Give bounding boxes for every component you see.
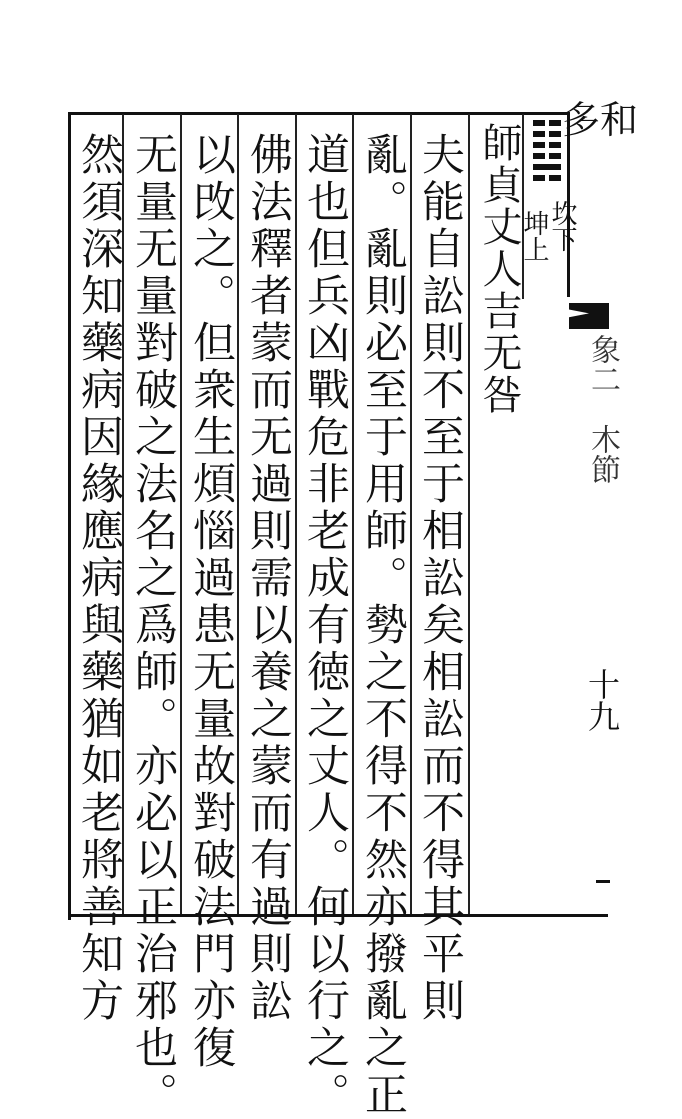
margin-book-title: 象二 木節 [585, 334, 620, 484]
commentary-column: 道也但兵凶戰危非老成有徳之丈人。何以行之。 [300, 132, 350, 1119]
margin-rule [596, 880, 610, 883]
yin-line [533, 153, 561, 159]
commentary-column: 夫能自訟則不至于相訟矣相訟而不得其平則 [415, 132, 465, 1025]
hexagram-symbol [533, 120, 561, 186]
fishtail-mark [569, 303, 609, 329]
commentary-column: 然須深知藥病因緣應病與藥猶如老將善知方 [74, 132, 124, 1025]
lower-trigram-note: 坎下 [547, 200, 577, 252]
yang-line [533, 164, 561, 170]
commentary-column: 以攺之。但衆生煩惱過患无量故對破法門亦復 [186, 132, 236, 1072]
title-fragment: 多和 [562, 98, 639, 142]
yin-line [533, 120, 561, 126]
commentary-column: 亂。亂則必至于用師。勢之不得不然亦撥亂之正 [358, 132, 408, 1119]
yin-line [533, 131, 561, 137]
commentary-column: 无量无量對破之法名之爲師。亦必以正治邪也。 [128, 132, 178, 1119]
column-rule [295, 114, 297, 914]
hexagram-judgment: 師貞丈人吉无咎 [476, 122, 522, 416]
commentary-column: 佛法釋者蒙而无過則需以養之蒙而有過則訟 [243, 132, 293, 1025]
upper-trigram-note: 坤上 [519, 210, 549, 262]
frame-left-border [68, 112, 71, 920]
column-rule [352, 114, 354, 914]
yin-line [533, 142, 561, 148]
column-rule [410, 114, 412, 914]
column-rule [468, 114, 470, 914]
frame-top-border [68, 112, 570, 115]
yin-line [533, 175, 561, 181]
column-rule [180, 114, 182, 914]
page-number: 十九 [583, 668, 621, 732]
